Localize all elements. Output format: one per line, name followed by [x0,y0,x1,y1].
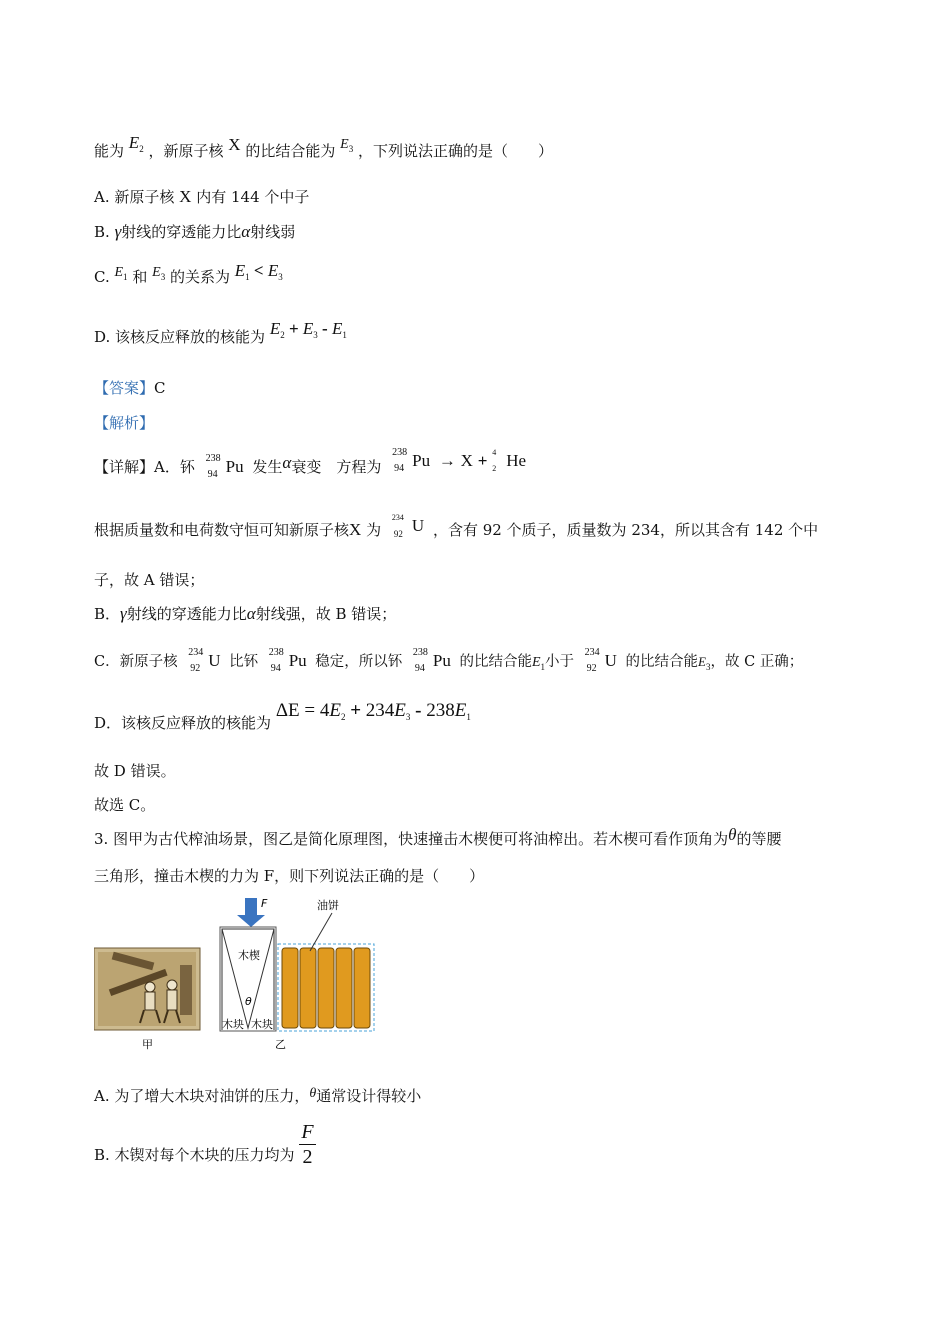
analysis-tag-text: 【解析】 [94,414,155,432]
symbol-X: X [349,520,362,539]
intro-text-4: ，下列说法正确的是（ ） [357,142,553,160]
detail-1c: 衰变 方程为 [291,458,382,476]
symbol-E1: $E_1$ [531,655,546,672]
detail-7: 故 D 错误。 [94,762,176,780]
block-right-label: 木块 [251,1018,273,1031]
caption-jia: 甲 [142,1038,153,1051]
q3-text-1a: 3. 图甲为古代榨油场景，图乙是简化原理图，快速撞击木楔便可将油榨出。若木楔可看作顶角为 [94,830,729,848]
symbol-E3: $E_3$ [340,137,354,154]
force-label: F [261,897,268,910]
detail-5b: 比钚 [229,654,259,670]
detail-4a: B． [94,605,121,623]
intro-text-3: 的比结合能为 [245,142,336,160]
symbol-E3: $E_3$ [698,654,711,672]
q3-line-2 [94,865,484,887]
option-c [94,261,283,290]
detail-line-6 [94,700,471,736]
detail-5f: 的比结合能 [625,654,699,670]
plus-sign: + [477,451,488,470]
wedge-label: 木楔 [238,949,260,962]
intro-text-2: ，新原子核 [148,142,224,160]
detail-5d: 的比结合能 [459,654,532,670]
detail-line-2 [94,513,819,541]
fraction-F-over-2: $\frac{F}{2}$ [301,1120,314,1168]
intro-text-1: 能为 [94,142,125,160]
option-d-prefix: D. 该核反应释放的核能为 [94,328,266,346]
detail-3: 子，故 A 错误； [94,571,205,589]
detail-5a: C．新原子核 [94,654,178,670]
detail-4c: 射线强，故 B 错误； [255,605,397,623]
symbol-gamma: γ [114,222,122,241]
detail-1b: 发生 [252,458,283,476]
detail-line-7 [94,760,176,782]
symbol-X: X [179,187,192,206]
oil-cakes [282,948,370,1028]
option-b [94,221,295,243]
q3-option-b [94,1118,316,1169]
formula-delta-E: $\Delta E = 4E_2 + 234E_3 - 238E_1$ [275,700,471,722]
nuclide-Pu238: 238 94 Pu [205,453,244,480]
formula-E2-plus-E3-minus-E1: $E_2 + E_3 - E_1$ [269,319,347,340]
symbol-alpha: α [282,453,292,472]
q3-text-1b: 的等腰 [736,830,782,848]
relation-E1-lt-E3: $E_1 < E_3$ [234,261,283,282]
answer-tag: 【答案】 [94,379,155,397]
nuclide-He4: 4 2 He [492,448,527,473]
detail-6: D．该核反应释放的核能为 [94,714,272,732]
detail-line-4 [94,603,396,625]
nuclide-U234: 234 92 U [188,647,221,674]
analysis-tag [94,412,154,434]
reaction-arrow: → [438,451,456,470]
cake-label: 油饼 [317,899,339,912]
option-d [94,319,347,350]
detail-line-5 [94,647,804,674]
detail-2c: ，含有 92 个质子，质量数为 234，所以其含有 142 个中 [432,521,819,539]
nuclide-U234: 234 92 U [391,513,425,539]
symbol-alpha: α [246,604,256,623]
symbol-E1: $E_1$ [114,265,128,282]
q3-text-2: 三角形，撞击木楔的力为 F，则下列说法正确的是（ ） [94,867,485,885]
detail-2a: 根据质量数和电荷数守恒可知新原子核 [94,521,350,539]
option-a [94,186,309,208]
detail-4b: 射线的穿透能力比 [126,605,247,623]
detail-5c: 稳定，所以钚 [315,654,403,670]
option-b-suffix: 射线弱 [250,223,296,241]
detail-5e: 小于 [545,654,575,670]
symbol-gamma: γ [120,604,127,623]
symbol-X: X [228,135,241,154]
nuclide-Pu238: 238 94 Pu [392,447,431,474]
intro-line [94,133,553,164]
option-c-suffix: 的关系为 [169,268,230,286]
caption-yi: 乙 [275,1038,286,1051]
option-a-prefix: A. 新原子核 [94,188,175,206]
q3-option-a-text-1: A. 为了增大木块对油饼的压力， [94,1087,310,1105]
option-c-mid: 和 [132,268,148,286]
option-c-prefix: C. [94,268,115,286]
detail-line-1 [94,447,530,480]
answer-line [94,377,166,399]
symbol-alpha: α [241,222,251,241]
detail-2b: 为 [366,521,382,539]
cake-pointer [310,913,332,951]
q3-option-a [94,1085,421,1109]
symbol-E2: $E_2$ [128,133,144,154]
symbol-X: X [460,451,473,470]
nuclide-Pu238: 238 94 Pu [412,647,451,674]
option-b-prefix: B. [94,223,115,241]
detail-8: 故选 C。 [94,796,156,814]
option-b-mid: 射线的穿透能力比 [121,223,242,241]
block-left-label: 木块 [222,1018,244,1031]
scene-picture [94,948,200,1030]
answer-value: C [154,379,166,397]
q3-figure [94,895,384,1055]
oil-press-diagram [94,895,384,1055]
symbol-theta: θ [728,825,737,844]
detail-1a: 【详解】A．钚 [94,458,195,476]
nuclide-Pu238: 238 94 Pu [268,647,307,674]
q3-line-1 [94,825,782,850]
q3-option-b-text: B. 木锲对每个木块的压力均为 [94,1146,295,1164]
symbol-theta: θ [309,1086,317,1101]
symbol-E3: $E_3$ [152,265,166,282]
q3-option-a-text-2: 通常设计得较小 [316,1087,422,1105]
nuclide-U234: 234 92 U [584,647,617,674]
option-a-suffix: 内有 144 个中子 [196,188,310,206]
detail-5g: ，故 C 正确； [710,654,804,670]
detail-line-3 [94,569,204,591]
detail-line-8 [94,794,155,816]
theta-label: θ [245,995,252,1008]
